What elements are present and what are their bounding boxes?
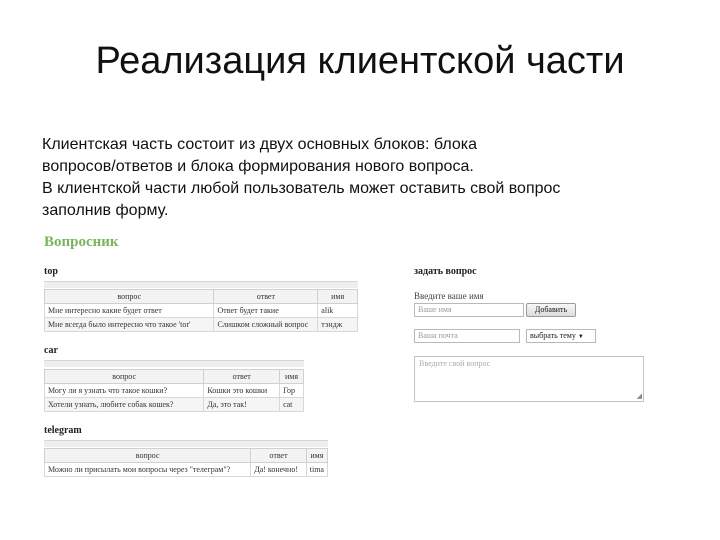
add-button[interactable]: Добавить <box>526 303 576 317</box>
column-header-question: вопрос <box>45 449 251 463</box>
table-row <box>45 384 304 398</box>
table-separator <box>44 281 358 288</box>
slide-body <box>42 134 682 222</box>
name-hint: Введите ваше имя <box>414 291 484 301</box>
section-label-car: car <box>44 345 58 356</box>
cell-answer: Да, это так! <box>204 398 280 412</box>
cell-question: Можно ли присылать мои вопросы через "телеграм"? <box>45 463 251 477</box>
cell-answer: Ответ будет такие <box>214 304 318 318</box>
cell-question: Могу ли я узнать что такое кошки? <box>45 384 204 398</box>
body-line: Клиентская часть состоит из двух основных блоков: блока <box>42 136 478 153</box>
section-label-top: top <box>44 266 58 277</box>
table-row <box>45 318 358 332</box>
table-row <box>45 398 304 412</box>
cell-question: Хотели узнать, любите собак кошек? <box>45 398 204 412</box>
cell-name: Гор <box>280 384 304 398</box>
email-input[interactable]: Ваша почта <box>414 329 520 343</box>
table-row <box>45 304 358 318</box>
topic-select-label: выбрать тему <box>530 331 576 340</box>
body-line: заполнив форму. <box>42 202 169 219</box>
cell-question: Мне интересно какие будет ответ <box>45 304 214 318</box>
resize-handle-icon[interactable]: ◢ <box>636 392 642 400</box>
table-separator <box>44 440 328 447</box>
app-screenshot <box>44 232 654 482</box>
cell-answer: Да! конечно! <box>251 463 307 477</box>
cell-name: cat <box>280 398 304 412</box>
cell-question: Мне всегда было интересно что такое 'tor' <box>45 318 214 332</box>
slide-title: Реализация клиентской части <box>95 40 625 82</box>
form-title: задать вопрос <box>414 266 477 277</box>
column-header-answer: ответ <box>251 449 307 463</box>
cell-answer: Кошки это кошки <box>204 384 280 398</box>
name-input[interactable]: Ваше имя <box>414 303 524 317</box>
cell-name: tima <box>306 463 327 477</box>
topic-select[interactable] <box>526 329 596 343</box>
cell-answer: Слишком сложный вопрос <box>214 318 318 332</box>
body-line: вопросов/ответов и блока формирования нового вопроса. <box>42 158 474 175</box>
column-header-question: вопрос <box>45 290 214 304</box>
column-header-answer: ответ <box>204 370 280 384</box>
column-header-name: имя <box>280 370 304 384</box>
qa-table-top <box>44 289 358 332</box>
column-header-name: имя <box>318 290 358 304</box>
cell-name: alik <box>318 304 358 318</box>
qa-table-telegram <box>44 448 328 477</box>
question-textarea[interactable] <box>414 356 644 402</box>
table-row <box>45 463 328 477</box>
column-header-name: имя <box>306 449 327 463</box>
cell-name: тэндж <box>318 318 358 332</box>
section-label-telegram: telegram <box>44 425 82 436</box>
app-title: Вопросник <box>44 234 119 250</box>
chevron-down-icon: ▼ <box>577 334 584 340</box>
column-header-question: вопрос <box>45 370 204 384</box>
qa-table-car <box>44 369 304 412</box>
body-line: В клиентской части любой пользователь может оставить свой вопрос <box>42 180 561 197</box>
question-placeholder: Введите свой вопрос <box>419 359 491 368</box>
table-separator <box>44 360 304 367</box>
column-header-answer: ответ <box>214 290 318 304</box>
